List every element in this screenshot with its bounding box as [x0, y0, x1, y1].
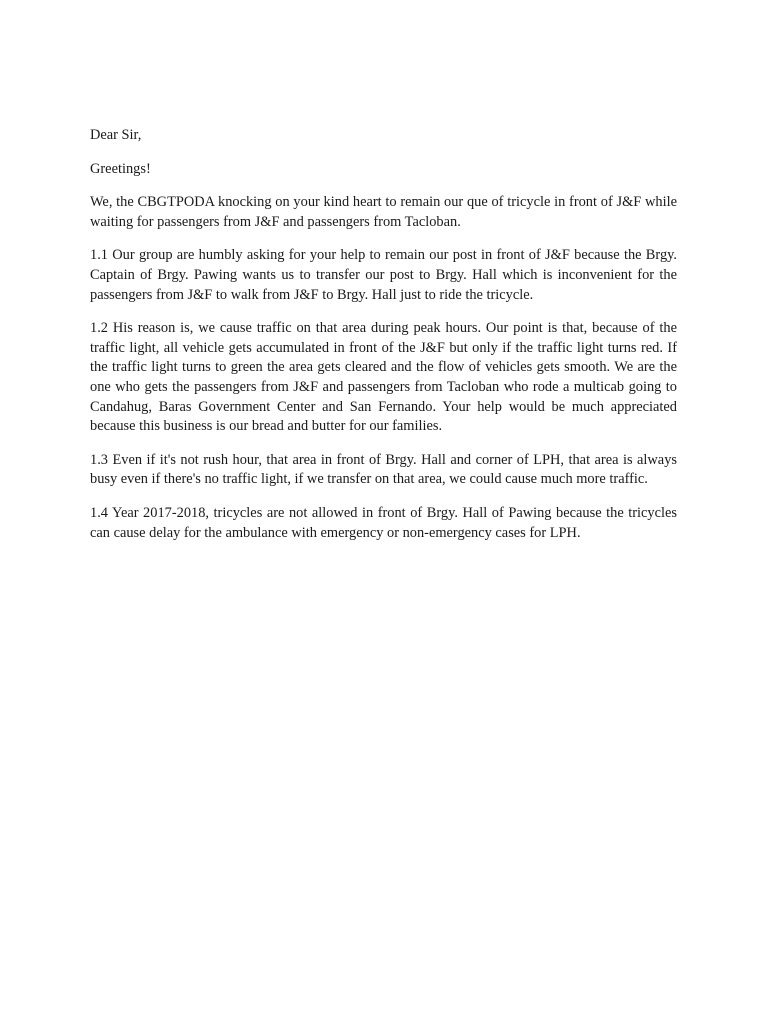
salutation: Dear Sir, [90, 127, 142, 143]
paragraph-1-3: 1.3 Even if it's not rush hour, that area in front of Brgy. Hall and corner of LPH, that area is always busy even if there's no traffic light, if we transfer on that area, we could cause much more traffic. [90, 451, 677, 488]
paragraph-1-2: 1.2 His reason is, we cause traffic on that area during peak hours. Our point is that, because of the traffic light, all vehicle gets accumulated in front of the J&F but only if the traffic light turns red. If the traffic light turns to green the area gets cleared and the flow of vehicles gets smooth. We are the one who gets the passengers from J&F and passengers from Tacloban who rode a multicab going to Candahug, Baras Government Center and San Fernando. Your help would be much appreciated because this business is our bread and butter for our families. [90, 320, 677, 435]
greeting: Greetings! [90, 160, 151, 177]
intro-paragraph: We, the CBGTPODA knocking on your kind heart to remain our que of tricycle in front of J&F while waiting for passengers from J&F and passengers from Tacloban. [90, 194, 677, 230]
paragraph-1-4: 1.4 Year 2017-2018, tricycles are not allowed in front of Brgy. Hall of Pawing because the tricycles can cause delay for the ambulance with emergency or non-emergency cases for LPH. [90, 504, 677, 541]
paragraph-1-1: 1.1 Our group are humbly asking for your help to remain our post in front of J&F because the Brgy. Captain of Brgy. Pawing wants us to transfer our post to Brgy. Hall which is inconvenient for the passengers from J&F to walk from J&F to Brgy. Hall just to ride the tricycle. [90, 247, 677, 303]
letter-body [90, 126, 677, 557]
